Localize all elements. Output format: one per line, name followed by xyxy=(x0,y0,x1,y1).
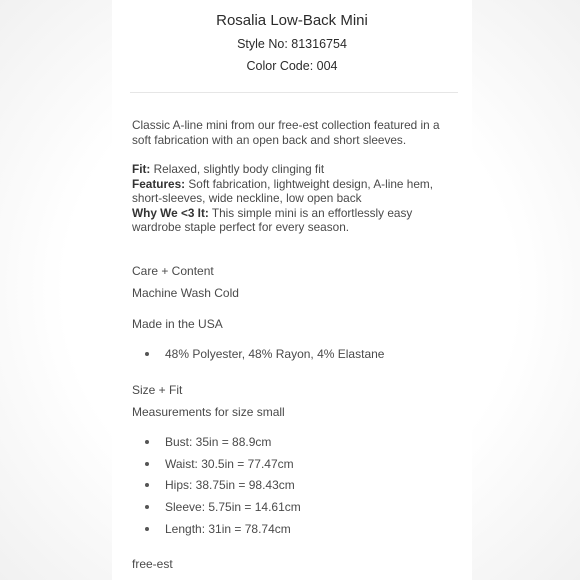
list-item xyxy=(132,522,452,544)
features-label: Features: xyxy=(132,176,186,191)
bullet-icon xyxy=(145,505,149,509)
bullet-icon xyxy=(145,440,149,444)
features-text: Soft fabrication, lightweight design, A-line hem, xyxy=(185,176,433,191)
description-line: soft fabrication with an open back and short sleeves. xyxy=(132,132,407,147)
size-fit-subheading: Measurements for size small xyxy=(132,405,285,419)
bullet-icon xyxy=(145,527,149,531)
measurement-text: Waist: 30.5in = 77.47cm xyxy=(165,456,294,471)
why-text-continued: wardrobe staple perfect for every season. xyxy=(132,220,350,234)
product-title: Rosalia Low-Back Mini xyxy=(216,12,368,29)
list-item xyxy=(132,347,452,369)
description-line: Classic A-line mini from our free-est collection featured in a xyxy=(132,118,440,132)
style-number: Style No: 81316754 xyxy=(237,37,347,51)
fit-label: Fit: xyxy=(132,162,151,176)
fit-text: Relaxed, slightly body clinging fit xyxy=(150,162,325,176)
measurement-text: Length: 31in = 78.74cm xyxy=(165,521,291,536)
header-divider xyxy=(130,92,458,93)
materials-list xyxy=(132,347,452,369)
list-item xyxy=(132,457,452,479)
why-label: Why We <3 It: xyxy=(132,205,209,220)
list-item xyxy=(132,478,452,500)
care-heading: Care + Content xyxy=(132,264,214,278)
why-row xyxy=(132,206,452,221)
bullet-icon xyxy=(145,352,149,356)
care-origin: Made in the USA xyxy=(132,317,223,331)
product-details-panel xyxy=(112,0,472,580)
measurements-list xyxy=(132,435,452,543)
list-item xyxy=(132,500,452,522)
material-text: 48% Polyester, 48% Rayon, 4% Elastane xyxy=(165,347,385,361)
measurement-text: Sleeve: 5.75in = 14.61cm xyxy=(165,500,301,515)
measurement-text: Hips: 38.75in = 98.43cm xyxy=(165,478,295,493)
care-wash-instruction: Machine Wash Cold xyxy=(132,286,239,300)
product-details xyxy=(132,162,452,235)
measurement-text: Bust: 35in = 88.9cm xyxy=(165,435,272,449)
bullet-icon xyxy=(145,462,149,466)
list-item xyxy=(132,435,452,457)
why-text: This simple mini is an effortlessly easy xyxy=(208,205,413,220)
product-description xyxy=(132,118,452,147)
brand-name: free-est xyxy=(132,557,173,571)
features-text-continued: short-sleeves, wide neckline, low open back xyxy=(132,191,362,205)
bullet-icon xyxy=(145,483,149,487)
fit-row xyxy=(132,162,452,177)
features-row xyxy=(132,177,452,192)
size-fit-heading: Size + Fit xyxy=(132,383,183,397)
color-code: Color Code: 004 xyxy=(246,59,338,73)
